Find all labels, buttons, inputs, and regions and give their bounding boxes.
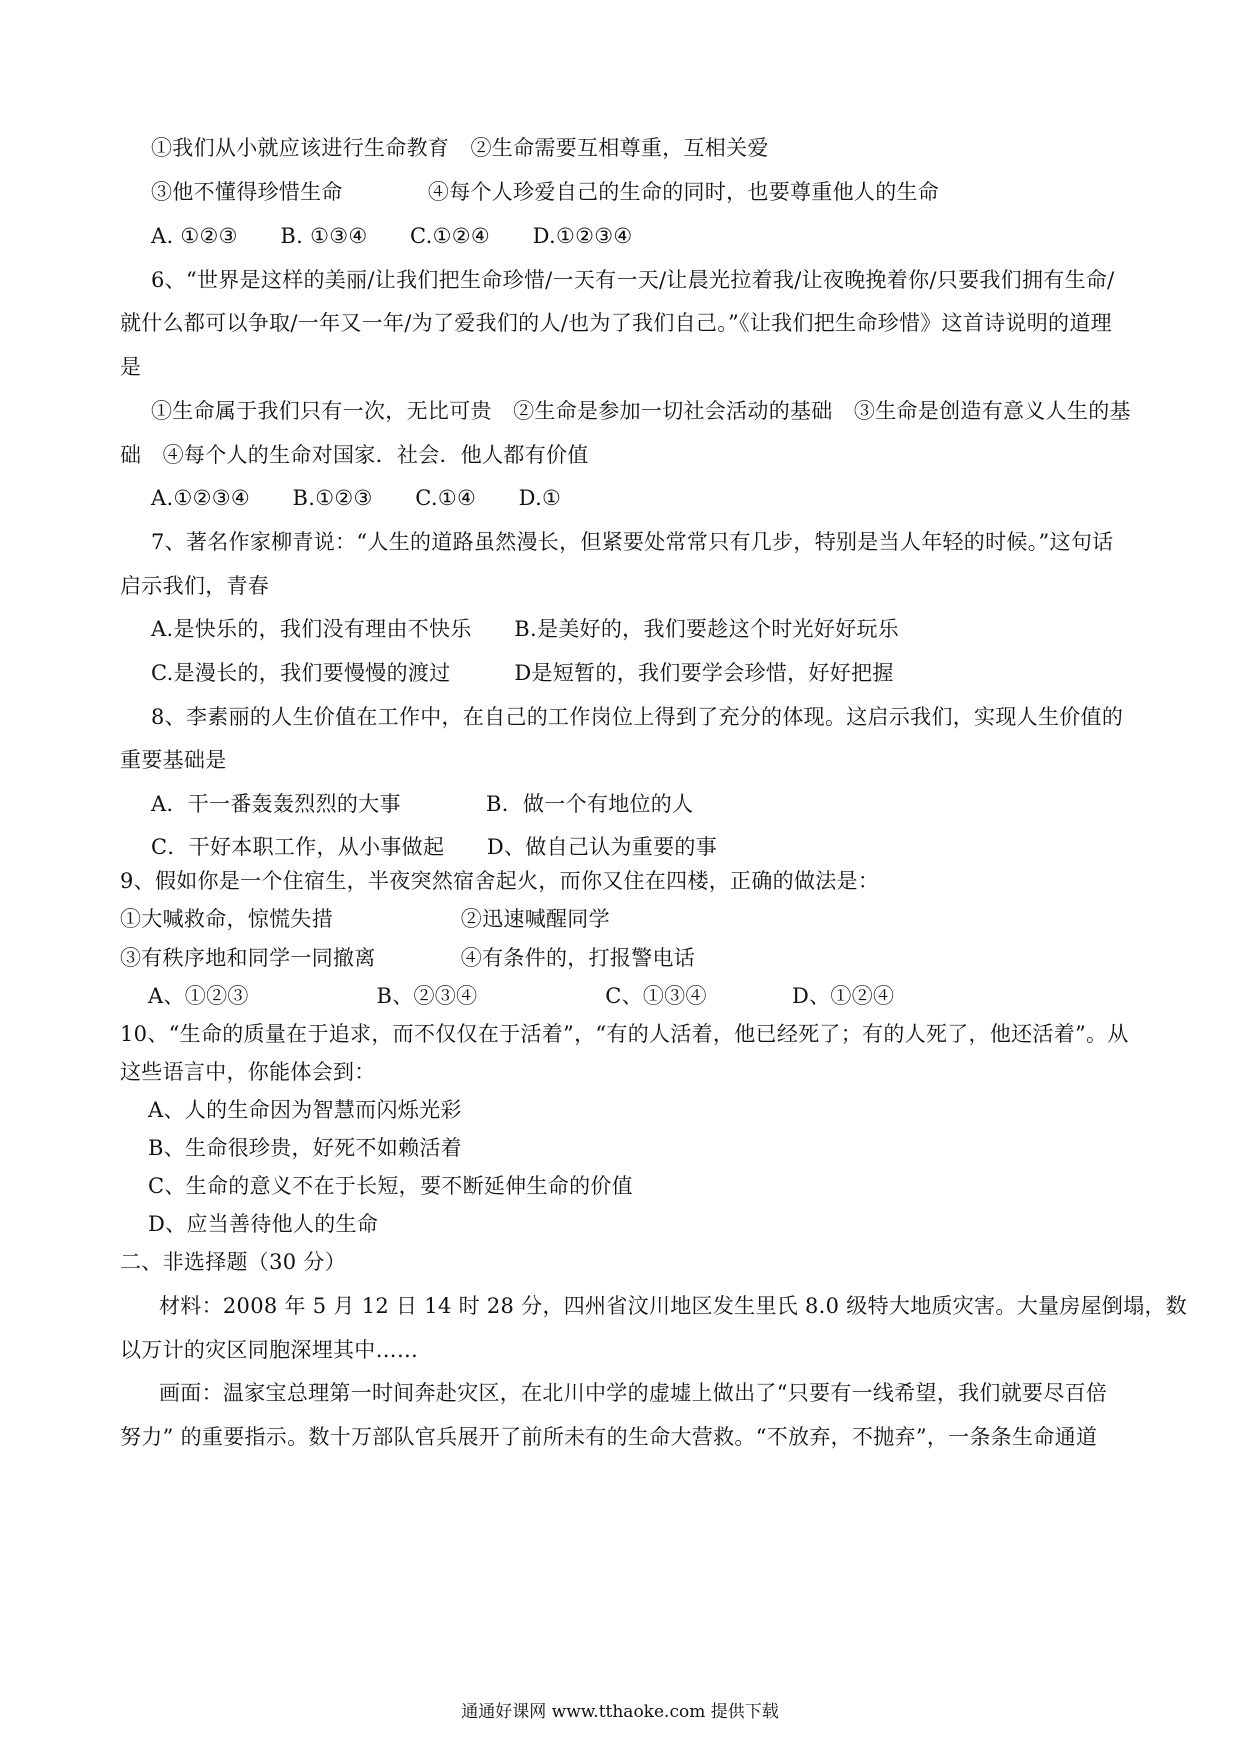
text-line: ①我们从小就应该进行生命教育 ②生命需要互相尊重，互相关爱 bbox=[151, 136, 769, 160]
text-line: 就什么都可以争取/一年又一年/为了爱我们的人/也为了我们自己。”《让我们把生命珍惜》这首诗说明的道理 bbox=[120, 311, 1112, 335]
text-line: 6、“世界是这样的美丽/让我们把生命珍惜/一天有一天/让晨光拉着我/让夜晚挽着你/只要我们拥有生命/ bbox=[151, 268, 1115, 292]
text-line: 9、假如你是一个住宿生，半夜突然宿舍起火，而你又住在四楼，正确的做法是： bbox=[120, 869, 880, 893]
page-footer: 通通好课网 www.tthaoke.com 提供下载 bbox=[461, 1702, 779, 1722]
text-line: ①大喊救命，惊慌失措 ②迅速喊醒同学 bbox=[120, 907, 610, 931]
text-line: C.是漫长的，我们要慢慢的渡过 D是短暂的，我们要学会珍惜，好好把握 bbox=[151, 661, 894, 685]
text-line: 画面：温家宝总理第一时间奔赴灾区，在北川中学的虚墟上做出了“只要有一线希望，我们就要尽百倍 bbox=[159, 1381, 1108, 1405]
text-line: A、①②③ B、②③④ C、①③④ D、①②④ bbox=[148, 984, 895, 1008]
text-line: 是 bbox=[120, 355, 142, 379]
text-line: 材料：2008 年 5 月 12 日 14 时 28 分，四州省汶川地区发生里氏 8.0 级特大地质灾害。大量房屋倒塌，数 bbox=[159, 1294, 1188, 1318]
text-line: 10、“生命的质量在于追求，而不仅仅在于活着”，“有的人活着，他已经死了；有的人死了，他还活着”。从 bbox=[120, 1022, 1129, 1046]
text-line: 努力” 的重要指示。数十万部队官兵展开了前所未有的生命大营救。“不放弃，不抛弃”，一条条生命通道 bbox=[120, 1425, 1098, 1449]
text-line: 启示我们，青春 bbox=[120, 574, 270, 598]
section-heading: 二、非选择题（30 分） bbox=[120, 1250, 346, 1274]
text-line: 以万计的灾区同胞深埋其中…… bbox=[120, 1338, 419, 1362]
text-line: 7、著名作家柳青说：“人生的道路虽然漫长，但紧要处常常只有几步，特别是当人年轻的时候。”这句话 bbox=[151, 530, 1114, 554]
text-line: C．干好本职工作，从小事做起 D、做自己认为重要的事 bbox=[151, 835, 718, 859]
text-line: B、生命很珍贵，好死不如赖活着 bbox=[148, 1136, 462, 1160]
text-line: 这些语言中，你能体会到： bbox=[120, 1060, 376, 1084]
text-line: ③有秩序地和同学一同撤离 ④有条件的，打报警电话 bbox=[120, 946, 696, 970]
text-line: A、人的生命因为智慧而闪烁光彩 bbox=[148, 1098, 462, 1122]
text-line: C、生命的意义不在于长短，要不断延伸生命的价值 bbox=[148, 1174, 633, 1198]
text-line: ③他不懂得珍惜生命 ④每个人珍爱自己的生命的同时，也要尊重他人的生命 bbox=[151, 180, 940, 204]
text-line: A．干一番轰轰烈烈的大事 B．做一个有地位的人 bbox=[151, 792, 694, 816]
text-line: A. ①②③ B. ①③④ C.①②④ D.①②③④ bbox=[151, 224, 633, 248]
text-line: A.①②③④ B.①②③ C.①④ D.① bbox=[151, 486, 562, 510]
text-line: D、应当善待他人的生命 bbox=[148, 1212, 379, 1236]
text-line: ①生命属于我们只有一次，无比可贵 ②生命是参加一切社会活动的基础 ③生命是创造有意义人生的基 bbox=[151, 399, 1131, 423]
text-line: 8、李素丽的人生价值在工作中，在自己的工作岗位上得到了充分的体现。这启示我们，实现人生价值的 bbox=[151, 705, 1124, 729]
text-line: A.是快乐的，我们没有理由不快乐 B.是美好的，我们要趁这个时光好好玩乐 bbox=[151, 617, 900, 641]
text-line: 础 ④每个人的生命对国家．社会．他人都有价值 bbox=[120, 443, 589, 467]
text-line: 重要基础是 bbox=[120, 748, 227, 772]
